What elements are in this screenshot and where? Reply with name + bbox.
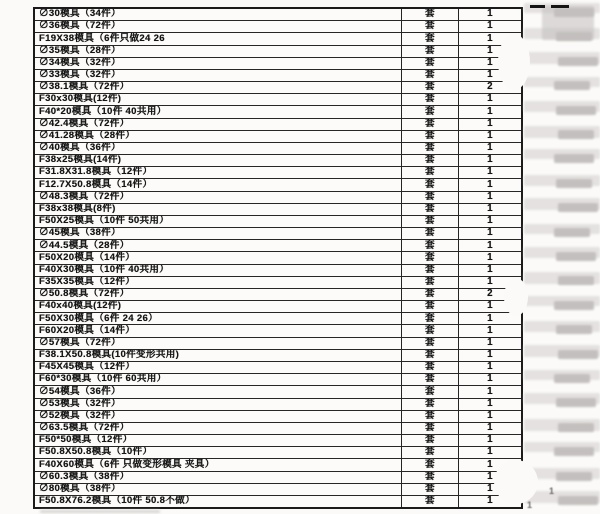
table-row <box>35 325 521 337</box>
quantity-cell: 1 <box>487 252 493 263</box>
table-row <box>35 58 521 70</box>
redaction-bar-dark <box>556 106 596 115</box>
mold-description-cell: F50.8X76.2模具（10件 50.8不做） <box>39 495 195 507</box>
unit-cell: 套 <box>401 58 459 69</box>
table-row <box>35 94 521 106</box>
unit-cell: 套 <box>401 131 459 142</box>
mold-description-cell: F31.8X31.8模具（12件） <box>39 167 153 178</box>
redaction-bar-dark <box>558 423 594 432</box>
mold-description-cell: ∅38.1模具（72件） <box>39 82 130 93</box>
table-border-fragment <box>551 5 569 8</box>
redaction-bar-dark <box>554 301 594 310</box>
quantity-cell: 1 <box>487 215 493 227</box>
unit-cell: 套 <box>401 325 459 336</box>
table-row <box>35 119 521 131</box>
mold-description-cell: F38x38模具(8件) <box>39 203 116 214</box>
unit-cell: 套 <box>401 484 459 495</box>
quantity-cell: 1 <box>487 422 493 434</box>
redaction-bar-dark <box>556 325 592 334</box>
redaction-bar-dark <box>556 252 596 261</box>
mold-description-cell: F40x40模具(12件) <box>39 301 122 312</box>
table-row <box>35 179 521 191</box>
table-row <box>35 46 521 58</box>
mold-description-cell: ∅35模具（28件） <box>39 45 121 56</box>
unit-cell: 套 <box>401 94 459 105</box>
unit-cell: 套 <box>401 472 459 483</box>
unit-cell: 套 <box>401 411 459 422</box>
mold-description-cell: ∅33模具（32件） <box>39 69 121 81</box>
quantity-cell: 1 <box>487 349 493 361</box>
mold-description-cell: F38x25模具(14件) <box>39 155 122 166</box>
mold-description-cell: ∅60.3模具（38件） <box>39 471 130 482</box>
quantity-cell: 2 <box>487 288 493 300</box>
mold-description-cell: F30x30模具(12件) <box>39 94 122 105</box>
quantity-cell: 1 <box>487 45 493 56</box>
table-row <box>35 192 521 204</box>
table-row <box>35 155 521 167</box>
quantity-cell: 1 <box>487 106 493 117</box>
quantity-cell: 1 <box>487 386 493 397</box>
redaction-bar-dark <box>556 472 592 481</box>
table-row <box>35 496 521 507</box>
mold-description-cell: ∅52模具（32件） <box>39 410 121 421</box>
mold-description-cell: F35X35模具（12件） <box>39 276 136 288</box>
mold-description-cell: F50X30模具（6件 24 26） <box>39 313 158 324</box>
quantity-cell: 1 <box>487 374 493 385</box>
unit-cell: 套 <box>401 119 459 130</box>
unit-cell: 套 <box>401 46 459 57</box>
mold-description-cell: F50*50模具（12件） <box>39 435 133 446</box>
unit-cell: 套 <box>401 496 459 507</box>
quantity-cell: 1 <box>487 483 493 494</box>
redaction-bar-dark <box>554 228 590 237</box>
mold-description-cell: ∅45模具（38件） <box>39 228 121 239</box>
table-row <box>35 143 521 155</box>
quantity-cell: 1 <box>487 495 493 507</box>
unit-cell: 套 <box>401 143 459 154</box>
unit-cell: 套 <box>401 265 459 276</box>
quantity-cell: 1 <box>487 471 493 482</box>
unit-cell: 套 <box>401 374 459 385</box>
table-row <box>35 350 521 362</box>
table-row <box>35 423 521 435</box>
unit-cell: 套 <box>401 459 459 470</box>
table-row <box>35 228 521 240</box>
table-row <box>35 33 521 45</box>
table-row <box>35 472 521 484</box>
unit-cell: 套 <box>401 399 459 410</box>
table-row <box>35 289 521 301</box>
unit-cell: 套 <box>401 435 459 446</box>
unit-cell: 套 <box>401 313 459 324</box>
mold-description-cell: ∅34模具（32件） <box>39 57 121 68</box>
quantity-cell: 1 <box>487 361 493 373</box>
redaction-bar-dark <box>554 374 590 383</box>
unit-cell: 套 <box>401 277 459 288</box>
mold-description-cell: F60X20模具（14件） <box>39 325 136 336</box>
quantity-cell: 1 <box>487 410 493 421</box>
quantity-cell: 1 <box>487 130 493 141</box>
quantity-cell: 1 <box>487 313 493 324</box>
mold-description-cell: ∅48.3模具（72件） <box>39 191 130 202</box>
mold-description-cell: F50.8X50.8模具（10件） <box>39 447 153 458</box>
quantity-cell: 1 <box>487 9 493 20</box>
unit-cell: 套 <box>401 350 459 361</box>
mold-description-cell: F50X25模具（10件 50共用） <box>39 215 170 227</box>
redaction-bar-dark <box>554 447 594 456</box>
table-row <box>35 70 521 82</box>
quantity-cell: 1 <box>487 264 493 275</box>
quantity-cell: 1 <box>487 325 493 336</box>
quantity-cell: 1 <box>487 94 493 105</box>
quantity-cell: 1 <box>487 118 493 129</box>
table-row <box>35 338 521 350</box>
mold-description-cell: ∅54模具（36件） <box>39 386 121 397</box>
unit-cell: 套 <box>401 423 459 434</box>
table-row <box>35 386 521 398</box>
unit-cell: 套 <box>401 192 459 203</box>
table-row <box>35 106 521 118</box>
mold-description-cell: F45X45模具（12件） <box>39 361 136 373</box>
mold-description-cell: ∅53模具（32件） <box>39 398 121 409</box>
mold-inventory-table <box>33 7 523 509</box>
redaction-patch <box>542 6 594 40</box>
quantity-cell: 1 <box>487 191 493 202</box>
redaction-bar-dark <box>558 203 598 212</box>
table-row <box>35 435 521 447</box>
table-row <box>35 301 521 313</box>
quantity-cell: 1 <box>487 33 493 44</box>
unit-cell: 套 <box>401 301 459 312</box>
redaction-bar-dark <box>556 179 592 188</box>
redaction-blob <box>498 34 530 90</box>
redaction-bar-dark <box>554 154 594 163</box>
unit-cell: 套 <box>401 362 459 373</box>
table-row <box>35 21 521 33</box>
quantity-cell: 1 <box>487 276 493 288</box>
table-border-fragment <box>530 5 545 8</box>
table-row <box>35 362 521 374</box>
quantity-cell: 1 <box>487 435 493 446</box>
unit-cell: 套 <box>401 9 459 20</box>
mold-description-cell: ∅44.5模具（28件） <box>39 240 130 251</box>
mold-description-cell: F40X60模具（6件 只做变形模具 夹具） <box>39 459 215 470</box>
mold-description-cell: F60*30模具（10件 60共用） <box>39 374 167 385</box>
unit-cell: 套 <box>401 289 459 300</box>
mold-description-cell: ∅40模具（36件） <box>39 142 121 154</box>
unit-cell: 套 <box>401 338 459 349</box>
unit-cell: 套 <box>401 216 459 227</box>
unit-cell: 套 <box>401 167 459 178</box>
unit-cell: 套 <box>401 155 459 166</box>
ghost-quantity: 1 <box>527 500 533 510</box>
quantity-cell: 1 <box>487 240 493 251</box>
table-row <box>35 484 521 496</box>
redaction-bar-dark <box>558 57 598 66</box>
table-row <box>35 399 521 411</box>
redaction-blob <box>494 460 538 504</box>
table-row <box>35 459 521 471</box>
unit-cell: 套 <box>401 252 459 263</box>
quantity-cell: 1 <box>487 179 493 190</box>
table-row <box>35 374 521 386</box>
quantity-cell: 1 <box>487 459 493 470</box>
mold-description-cell: ∅42.4模具（72件） <box>39 118 130 129</box>
redaction-bar-dark <box>558 276 594 285</box>
redaction-bar-dark <box>556 398 596 407</box>
unit-cell: 套 <box>401 21 459 32</box>
table-row <box>35 204 521 216</box>
quantity-cell: 1 <box>487 398 493 409</box>
unit-cell: 套 <box>401 33 459 44</box>
mold-description-cell: ∅30模具（34件） <box>39 9 121 20</box>
quantity-cell: 1 <box>487 203 493 214</box>
redacted-column <box>524 0 600 514</box>
table-row <box>35 411 521 423</box>
redaction-bar-dark <box>558 350 598 359</box>
mold-description-cell: ∅50.8模具（72件） <box>39 288 130 300</box>
mold-description-cell: ∅63.5模具（72件） <box>39 422 130 434</box>
redaction-bar-dark <box>554 81 590 90</box>
mold-description-cell: F19X38模具（6件只做24 26 <box>39 33 165 44</box>
unit-cell: 套 <box>401 179 459 190</box>
redaction-bar-dark <box>558 496 598 505</box>
quantity-cell: 2 <box>487 82 493 93</box>
table-row <box>35 252 521 264</box>
unit-cell: 套 <box>401 204 459 215</box>
table-row <box>35 216 521 228</box>
table-row <box>35 9 521 21</box>
quantity-cell: 1 <box>487 228 493 239</box>
redaction-blob <box>504 278 528 316</box>
mold-description-cell: F40X30模具（10件 40共用） <box>39 264 170 275</box>
table-row <box>35 277 521 289</box>
redaction-bar-dark <box>558 130 594 139</box>
scan-smudge <box>40 510 160 513</box>
quantity-cell: 1 <box>487 69 493 81</box>
quantity-cell: 1 <box>487 155 493 166</box>
table-row <box>35 265 521 277</box>
quantity-cell: 1 <box>487 301 493 312</box>
unit-cell: 套 <box>401 240 459 251</box>
table-row <box>35 240 521 252</box>
table-row <box>35 131 521 143</box>
unit-cell: 套 <box>401 447 459 458</box>
table-row <box>35 82 521 94</box>
quantity-cell: 1 <box>487 57 493 68</box>
unit-cell: 套 <box>401 70 459 81</box>
mold-description-cell: F12.7X50.8模具（14件） <box>39 179 153 190</box>
table-row <box>35 167 521 179</box>
quantity-cell: 1 <box>487 447 493 458</box>
quantity-cell: 1 <box>487 142 493 154</box>
table-row <box>35 313 521 325</box>
mold-description-cell: ∅36模具（72件） <box>39 21 121 32</box>
unit-cell: 套 <box>401 82 459 93</box>
mold-description-cell: F38.1X50.8模具(10件变形共用) <box>39 349 180 361</box>
quantity-cell: 1 <box>487 21 493 32</box>
quantity-cell: 1 <box>487 337 493 348</box>
ghost-quantity: 1 <box>549 486 555 496</box>
unit-cell: 套 <box>401 228 459 239</box>
quantity-cell: 1 <box>487 167 493 178</box>
mold-description-cell: ∅57模具（72件） <box>39 337 121 348</box>
unit-cell: 套 <box>401 106 459 117</box>
mold-description-cell: F50X20模具（14件） <box>39 252 136 263</box>
unit-cell: 套 <box>401 386 459 397</box>
table-row <box>35 447 521 459</box>
mold-description-cell: ∅41.28模具（28件） <box>39 130 136 141</box>
mold-description-cell: F40*20模具（10件 40共用） <box>39 106 167 117</box>
mold-description-cell: ∅80模具（38件） <box>39 483 121 494</box>
